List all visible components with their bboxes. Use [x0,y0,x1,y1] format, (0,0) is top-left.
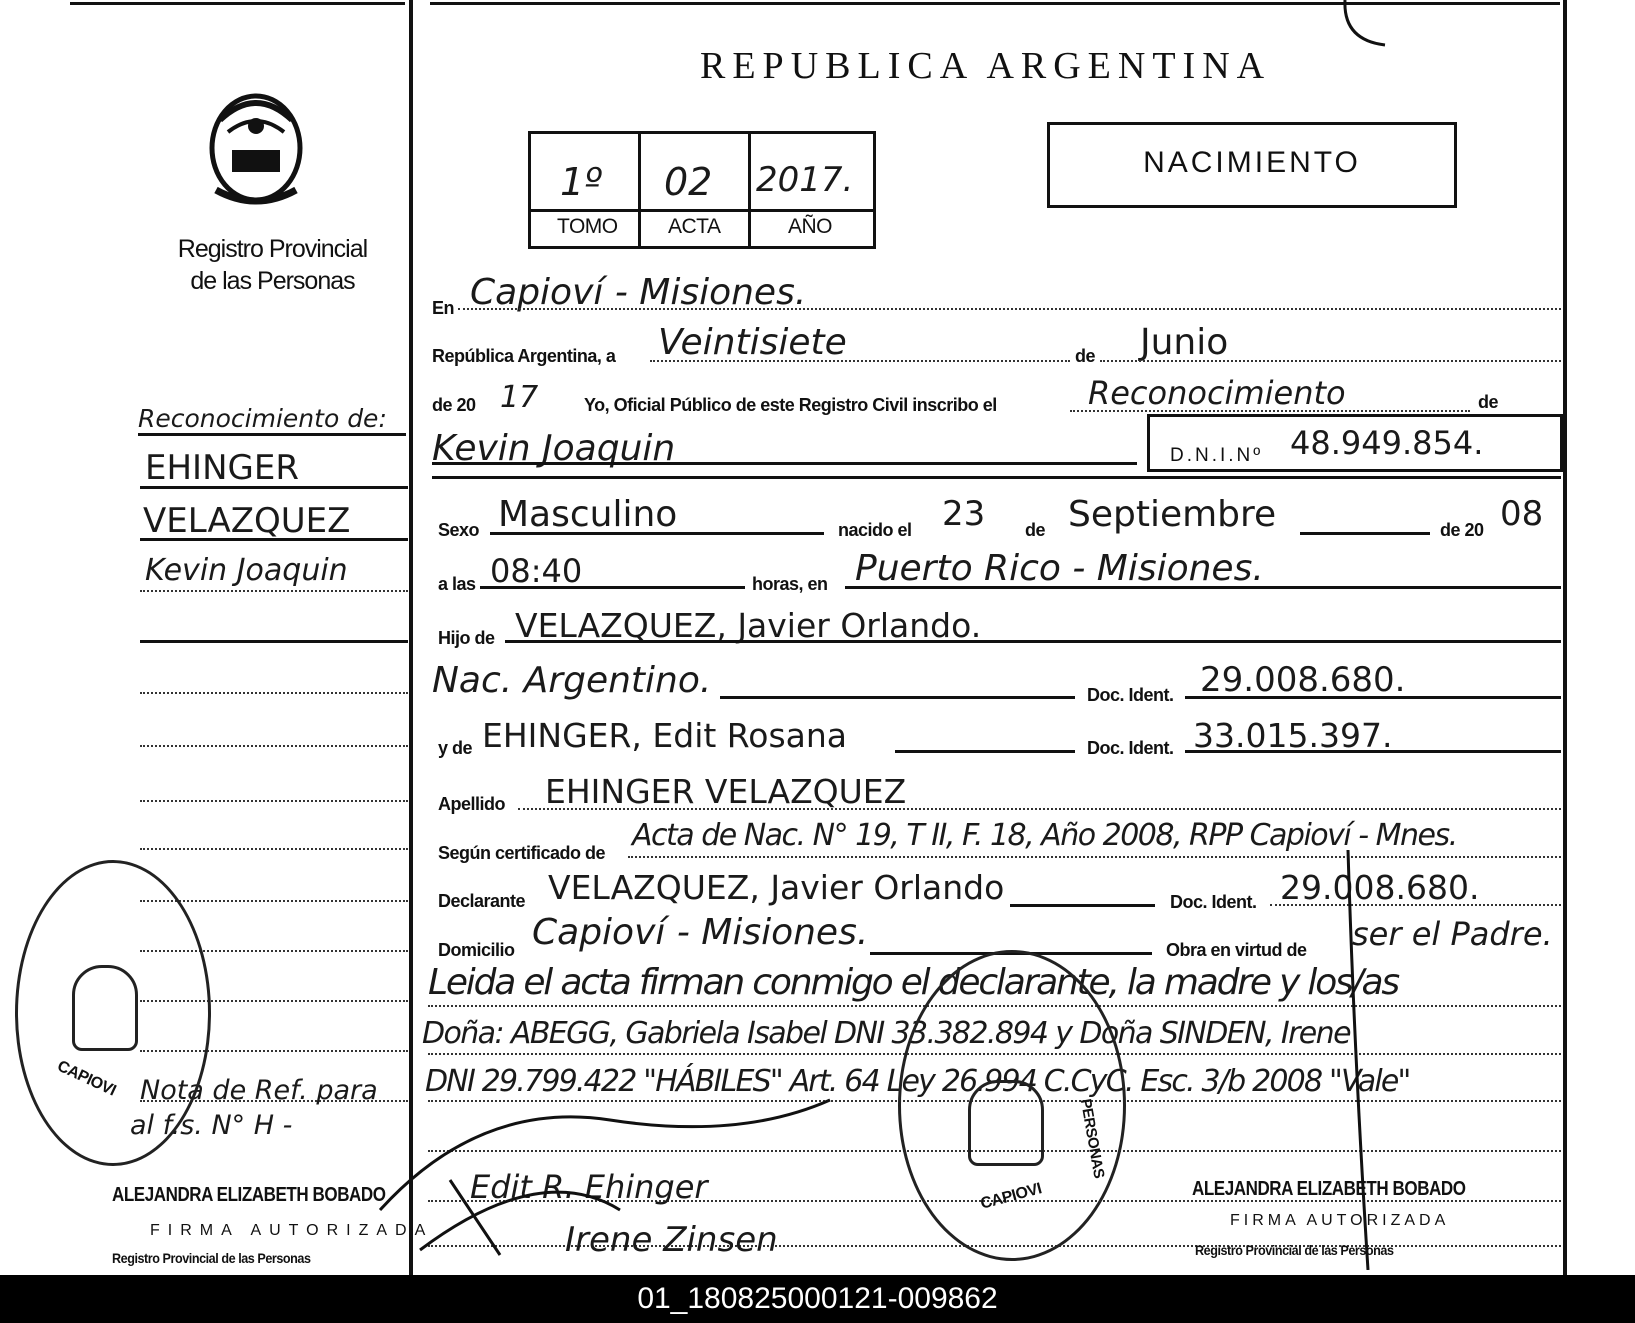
tomo-label: TOMO [557,215,618,238]
father-nac: Nac. Argentino. [432,660,712,701]
left-line-5 [140,692,408,694]
right-official-org: Registro Provincial de las Personas [1195,1242,1394,1258]
en-value: Capioví - Misiones. [470,272,807,313]
father-name-line [505,640,1561,643]
mother-name-line [895,750,1075,753]
birth-year: 08 [1500,494,1544,534]
en-label: En [432,298,455,318]
right-official-name: ALEJANDRA ELIZABETH BOBADO [1192,1178,1466,1200]
declarante-label: Declarante [438,891,526,911]
left-line-8 [140,848,408,850]
declarante-doc-dotline [1270,904,1561,906]
month-value: Junio [1140,322,1229,363]
horas-label: horas, en [752,574,828,594]
mother-doc: 33.015.397. [1193,716,1393,755]
acta-label: ACTA [668,215,721,238]
hijo-label: Hijo de [438,628,495,648]
father-doc-label: Doc. Ident. [1087,685,1174,705]
left-official-title: FIRMA AUTORIZADA [150,1222,434,1239]
left-note-line2: al f.s. N° H - [130,1110,293,1141]
birth-day: 23 [942,494,986,534]
sexo-value: Masculino [498,494,678,535]
declarante-line [1010,904,1155,907]
left-line-6 [140,745,408,747]
de-label3: de [1025,520,1046,540]
obra-label: Obra en virtud de [1166,940,1307,960]
name-value: Kevin Joaquin [432,428,676,469]
month-dotline [1100,360,1561,362]
file-id: 01_180825000121-009862 [637,1282,998,1315]
de-label2: de [1478,392,1499,412]
mother-doc-label: Doc. Ident. [1087,738,1174,758]
left-line-2 [140,538,408,541]
right-stamp-arc: PERSONAS [1076,1097,1108,1180]
year-value: 17 [500,380,539,415]
officer-text: Yo, Oficial Público de este Registro Civil inscribo el [584,395,997,415]
declarante-value: VELAZQUEZ, Javier Orlando [548,868,1005,907]
birth-time: 08:40 [490,552,583,590]
act-value: Reconocimiento [1088,374,1346,412]
act-dotline [1070,410,1470,412]
dni-value: 48.949.854. [1290,424,1484,462]
father-name: VELAZQUEZ, Javier Orlando. [515,606,982,645]
birth-place: Puerto Rico - Misiones. [855,548,1264,589]
certificado-label: Según certificado de [438,843,606,863]
right-stamp-text: CAPIOVI [978,1180,1044,1213]
en-dotline [458,308,1561,310]
left-heading-underline [138,433,406,436]
apellido-dotline [518,808,1561,810]
left-heading: Reconocimiento de: [138,404,387,433]
mother-name: EHINGER, Edit Rosana [482,716,847,755]
father-nac-line [720,696,1075,699]
top-left-line [70,2,405,5]
declarante-doc: 29.008.680. [1280,868,1480,907]
certificado-dotline [628,856,1561,858]
dni-label: D.N.I.Nº [1170,445,1264,466]
name-row-bottom [432,476,1561,479]
left-surname1: EHINGER [145,448,299,488]
corner-mark [1335,0,1395,50]
closing-line-2: Doña: ABEGG, Gabriela Isabel DNI 33.382.894 y Doña SINDEN, Irene [422,1016,1350,1051]
apellido-value: EHINGER VELAZQUEZ [545,772,907,811]
signature-witness: Irene Zinsen [565,1220,778,1260]
obra-value: ser el Padre. [1352,915,1553,953]
left-surname2: VELAZQUEZ [143,501,351,541]
left-stamp-emblem [72,965,138,1051]
year-prefix: de 20 [432,395,476,415]
left-line-7 [140,800,408,802]
day-value: Veintisiete [658,322,847,363]
signature-scribble [360,1060,980,1260]
apellido-label: Apellido [438,794,505,814]
birth-month-line [1300,532,1430,535]
act-type-label: NACIMIENTO [1143,146,1361,179]
name-line [432,462,1137,465]
left-official-org: Registro Provincial de las Personas [112,1250,311,1266]
de20-label: de 20 [1440,520,1484,540]
left-line-1 [140,486,408,489]
country-title: REPUBLICA ARGENTINA [700,45,1272,87]
closing-line-1: Leida el acta firman conmigo el declarante, la madre y los/as [428,962,1398,1003]
footer-bar [0,1275,1635,1323]
declarante-doc-label: Doc. Ident. [1170,892,1257,912]
de-label: de [1075,346,1096,366]
record-box-label-line [528,209,873,212]
anio-label: AÑO [788,215,833,238]
registry-name [150,233,395,297]
tomo-value: 1º [560,160,603,204]
sexo-label: Sexo [438,520,480,540]
record-box-divider [638,131,641,246]
left-stamp-text: CAPIOVI [54,1057,119,1100]
left-note-line1: Nota de Ref. para [140,1075,378,1106]
domicilio-value: Capioví - Misiones. [532,912,869,953]
father-doc-line [1185,696,1561,699]
rep-label: República Argentina, a [432,346,616,366]
father-doc: 29.008.680. [1200,660,1406,700]
yde-label: y de [438,738,473,758]
signature-mother: Edit R. Ehinger [470,1168,708,1206]
left-given-names: Kevin Joaquin [145,553,348,588]
registry-name-line1: Registro Provincial [177,235,368,263]
domicilio-label: Domicilio [438,940,515,960]
acta-value: 02 [664,160,713,204]
birth-place-line [845,586,1561,589]
left-official-name: ALEJANDRA ELIZABETH BOBADO [112,1184,386,1206]
mother-doc-line [1185,750,1561,753]
alas-label: a las [438,574,476,594]
birth-time-line [480,586,745,589]
anio-value: 2017. [756,160,854,200]
signature-stroke-vertical [1340,850,1380,1270]
nacido-label: nacido el [838,520,912,540]
closing-line-3: DNI 29.799.422 "HÁBILES" Art. 64 Ley 26.994 C.CyC. Esc. 3/b 2008 "Vale" [425,1064,1410,1099]
right-official-title: FIRMA AUTORIZADA [1230,1212,1450,1229]
left-line-3 [140,590,408,592]
left-line-4 [140,640,408,643]
registry-name-line2: de las Personas [190,267,355,295]
record-box-divider [748,131,751,246]
birth-month: Septiembre [1068,494,1277,535]
day-dotline [650,360,1070,362]
certificado-value: Acta de Nac. N° 19, T II, F. 18, Año 2008, RPP Capioví - Mnes. [632,818,1457,853]
sexo-line [490,532,824,535]
right-border [1563,0,1567,1275]
coat-of-arms-emblem [198,80,314,210]
